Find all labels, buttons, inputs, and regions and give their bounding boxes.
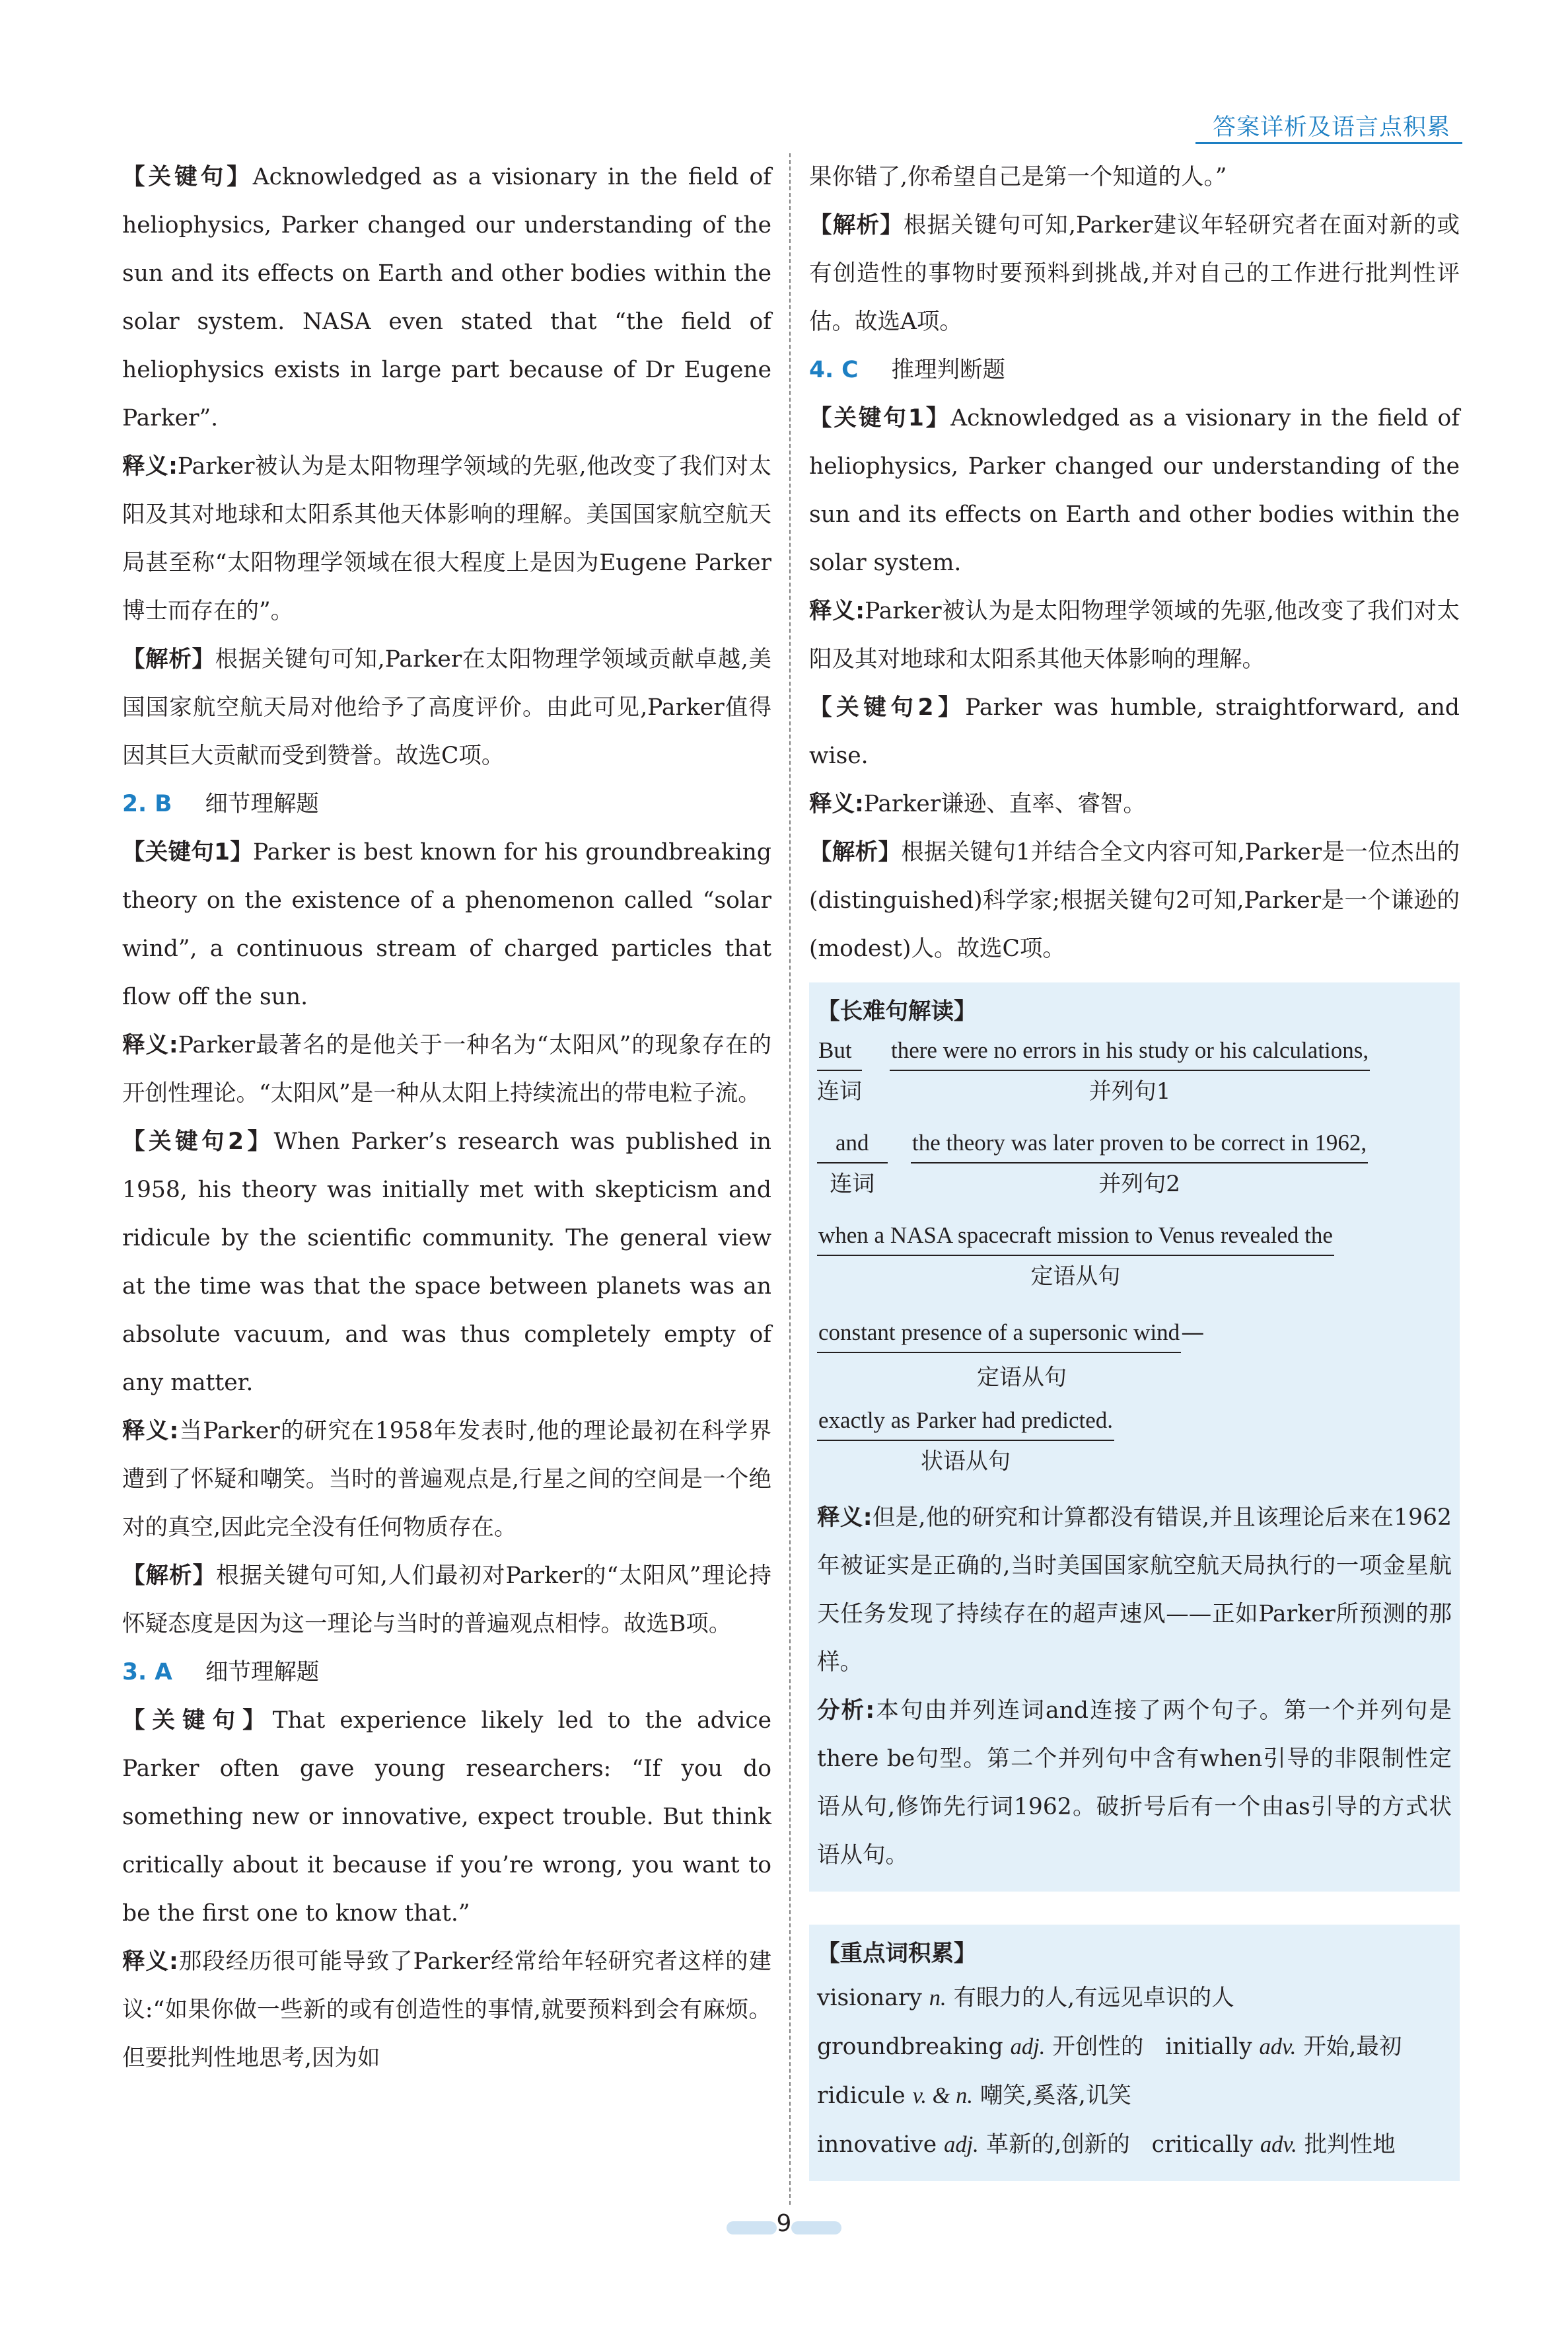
text: Parker is best known for his groundbreaking theory on the existence of a phenomenon called “solar wind”, a continuous stream of charged particles that flow off the sun.	[122, 839, 771, 1010]
analysis-row-1	[817, 1031, 1452, 1124]
word: innovative	[817, 2131, 937, 2158]
text: 根据关键句1并结合全文内容可知,Parker是一位杰出的(distinguished)科学家;根据关键句2可知,Parker是一个谦逊的(modest)人。故选C项。	[809, 839, 1460, 962]
q4-type: 推理判断题	[891, 357, 1005, 383]
analysis-row-5	[817, 1401, 1452, 1494]
analysis-row-2	[817, 1124, 1452, 1216]
word: critically	[1151, 2131, 1253, 2158]
long-sentence-box	[809, 982, 1460, 1892]
label: 释义:	[817, 1504, 873, 1531]
part-of-speech: v. & n.	[912, 2083, 973, 2108]
q1-analysis	[122, 636, 771, 780]
vocab-box	[809, 1925, 1460, 2181]
q3-type: 细节理解题	[205, 1659, 320, 1685]
segment-label: 状语从句	[921, 1448, 1011, 1475]
segment-label: 定语从句	[1030, 1263, 1121, 1290]
text: 那段经历很可能导致了Parker经常给年轻研究者这样的建议:“如果你做一些新的或有创造性的事情,就要预料到会有麻烦。但要批判性地思考,因为如	[122, 1948, 772, 2071]
text: 根据关键句可知,Parker建议年轻研究者在面对新的或有创造性的事物时要预料到挑战,并对自己的工作进行批判性评估。故选A项。	[809, 212, 1460, 335]
column-divider	[789, 153, 791, 2205]
sentence-segment	[817, 1031, 862, 1112]
q1-translation	[122, 443, 771, 636]
segment-text: when a NASA spacecraft mission to Venus revealed the	[817, 1216, 1334, 1256]
meaning: 有眼力的人,有远见卓识的人	[953, 1985, 1234, 2011]
word: ridicule	[817, 2083, 906, 2109]
long-sentence-analysis	[817, 1687, 1452, 1880]
header-section-tab: 答案详析及语言点积累	[1212, 114, 1450, 141]
text: 根据关键句可知,人们最初对Parker的“太阳风”理论持怀疑态度是因为这一理论与当时的普遍观点相悖。故选B项。	[122, 1563, 772, 1637]
label: 释义:	[122, 1032, 178, 1058]
word: visionary	[817, 1985, 922, 2011]
meaning: 革新的,创新的	[985, 2131, 1130, 2158]
text: When Parker’s research was published in 1958, his theory was initially met with skepticism and ridicule by the scientific community. The general view at the time was that the space between planets was an absolute vacuum, and was thus completely empty of any matter.	[122, 1128, 771, 1396]
label: 释义:	[122, 1418, 179, 1444]
long-sentence-translation	[817, 1494, 1452, 1687]
q4-key-sentence-2	[809, 684, 1460, 780]
q2-heading	[122, 780, 771, 829]
text: Parker was humble, straightforward, and wise.	[809, 694, 1460, 769]
q2-analysis	[122, 1552, 771, 1648]
segment-label: 连词	[830, 1171, 875, 1197]
segment-text: constant presence of a supersonic wind	[817, 1313, 1181, 1353]
label: 释义:	[809, 791, 864, 817]
meaning: 嘲笑,奚落,讥笑	[980, 2083, 1131, 2109]
segment-text: there were no errors in his study or his calculations,	[890, 1031, 1370, 1071]
part-of-speech: n.	[929, 1985, 946, 2011]
sentence-segment	[817, 1401, 1114, 1482]
label: 【关键句】	[122, 164, 253, 190]
text: 根据关键句可知,Parker在太阳物理学领域贡献卓越,美国国家航空航天局对他给予了高度评价。由此可见,Parker值得因其巨大贡献而受到赞誉。故选C项。	[122, 646, 771, 769]
q2-number: 2. B	[122, 791, 172, 817]
label: 【关键句1】	[809, 405, 951, 431]
analysis-row-4	[817, 1309, 1452, 1401]
q3-number: 3. A	[122, 1659, 172, 1685]
q1-key-sentence	[122, 153, 771, 443]
dash: —	[1181, 1319, 1205, 1346]
page-number: 9	[776, 2210, 792, 2237]
q2-translation-2	[122, 1407, 771, 1552]
label: 【关键句2】	[809, 694, 966, 721]
label: 释义:	[122, 1948, 178, 1975]
label: 【解析】	[122, 1563, 217, 1589]
long-sentence-title: 【长难句解读】	[817, 998, 977, 1025]
segment-label: 并列句2	[1098, 1171, 1180, 1197]
q3-analysis	[809, 202, 1460, 346]
q2-type: 细节理解题	[205, 791, 319, 817]
q2-translation-1	[122, 1021, 771, 1118]
vocab-line	[817, 2022, 1452, 2071]
meaning: 批判性地	[1304, 2131, 1396, 2158]
meaning: 开创性的	[1052, 2034, 1144, 2060]
text: Parker被认为是太阳物理学领域的先驱,他改变了我们对太阳及其对地球和太阳系其他天体影响的理解。	[809, 598, 1460, 673]
vocab-line	[817, 2120, 1452, 2169]
sentence-segment	[890, 1031, 1370, 1112]
segment-text: and	[817, 1124, 888, 1163]
sentence-segment	[817, 1124, 888, 1204]
q4-translation-2	[809, 780, 1460, 829]
text: 但是,他的研究和计算都没有错误,并且该理论后来在1962年被证实是正确的,当时美国国家航空航天局执行的一项金星航天任务发现了持续存在的超声速风——正如Parker所预测的那样。	[817, 1504, 1452, 1676]
segment-text: the theory was later proven to be correct in 1962,	[911, 1124, 1368, 1163]
part-of-speech: adj.	[944, 2132, 979, 2157]
text: Parker被认为是太阳物理学领域的先驱,他改变了我们对太阳及其对地球和太阳系其他天体影响的理解。美国国家航空航天局甚至称“太阳物理学领域在很大程度上是因为Eugene Parker博士而存在的”。	[122, 453, 772, 624]
vocab-title: 【重点词积累】	[817, 1940, 977, 1967]
label: 【解析】	[809, 839, 902, 866]
part-of-speech: adv.	[1259, 2034, 1297, 2059]
segment-label: 并列句1	[1088, 1078, 1171, 1105]
sentence-segment	[817, 1216, 1334, 1297]
text: Acknowledged as a visionary in the field of heliophysics, Parker changed our understanding of the sun and its effects on Earth and other bodies within the solar system. NASA even stated that “the field of heliophysics exists in large part because of Dr Eugene Parker”.	[122, 164, 772, 431]
text: That experience likely led to the advice Parker often gave young researchers: “If you do something new or innovative, expect trouble. But think critically about it because if you’re wrong, you want to be the first one to know that.”	[122, 1707, 772, 1927]
label: 释义:	[809, 598, 865, 624]
label: 【关键句2】	[122, 1128, 274, 1155]
q3-key-sentence	[122, 1697, 771, 1938]
segment-label: 定语从句	[977, 1364, 1067, 1391]
q2-key-sentence-2	[122, 1118, 771, 1407]
label: 【解析】	[809, 212, 904, 239]
q4-translation-1	[809, 587, 1460, 684]
word: groundbreaking	[817, 2034, 1003, 2060]
q3-heading	[122, 1648, 771, 1697]
text: Parker谦逊、直率、睿智。	[863, 791, 1146, 817]
sentence-segment	[817, 1309, 1227, 1398]
text: Acknowledged as a visionary in the field of heliophysics, Parker changed our understanding of the sun and its effects on Earth and other bodies within the solar system.	[809, 405, 1460, 576]
label: 【关键句1】	[122, 839, 254, 866]
left-column	[122, 153, 771, 2083]
part-of-speech: adj.	[1010, 2034, 1046, 2059]
meaning: 开始,最初	[1303, 2034, 1402, 2060]
right-column	[809, 153, 1460, 2181]
q4-key-sentence-1	[809, 394, 1460, 587]
segment-label: 连词	[817, 1078, 862, 1105]
segment-text-wrap	[817, 1309, 1227, 1357]
segment-text: But	[817, 1031, 862, 1071]
q3-translation	[122, 1938, 771, 2083]
text: 当Parker的研究在1958年发表时,他的理论最初在科学界遭到了怀疑和嘲笑。当时的普遍观点是,行星之间的空间是一个绝对的真空,因此完全没有任何物质存在。	[122, 1418, 771, 1541]
q4-analysis	[809, 829, 1460, 973]
sentence-segment	[911, 1124, 1368, 1204]
label: 分析:	[817, 1697, 875, 1724]
part-of-speech: adv.	[1260, 2132, 1297, 2157]
label: 【关键句】	[122, 1707, 273, 1734]
analysis-row-3	[817, 1216, 1452, 1309]
q4-heading	[809, 346, 1460, 394]
header-underline	[1195, 142, 1462, 144]
text: Parker最著名的是他关于一种名为“太阳风”的现象存在的开创性理论。“太阳风”是一种从太阳上持续流出的带电粒子流。	[122, 1032, 772, 1107]
q4-number: 4. C	[809, 357, 859, 383]
word: initially	[1165, 2034, 1252, 2060]
label: 释义:	[122, 453, 178, 480]
vocab-line	[817, 2071, 1452, 2120]
q2-key-sentence-1	[122, 829, 771, 1021]
vocab-line	[817, 1974, 1452, 2022]
label: 【解析】	[122, 646, 215, 673]
segment-text: exactly as Parker had predicted.	[817, 1401, 1114, 1441]
text: 本句由并列连词and连接了两个句子。第一个并列句是there be句型。第二个并列句中含有when引导的非限制性定语从句,修饰先行词1962。破折号后有一个由as引导的方式状语从句。	[817, 1697, 1452, 1868]
q3-translation-continued: 果你错了,你希望自己是第一个知道的人。”	[809, 164, 1227, 190]
